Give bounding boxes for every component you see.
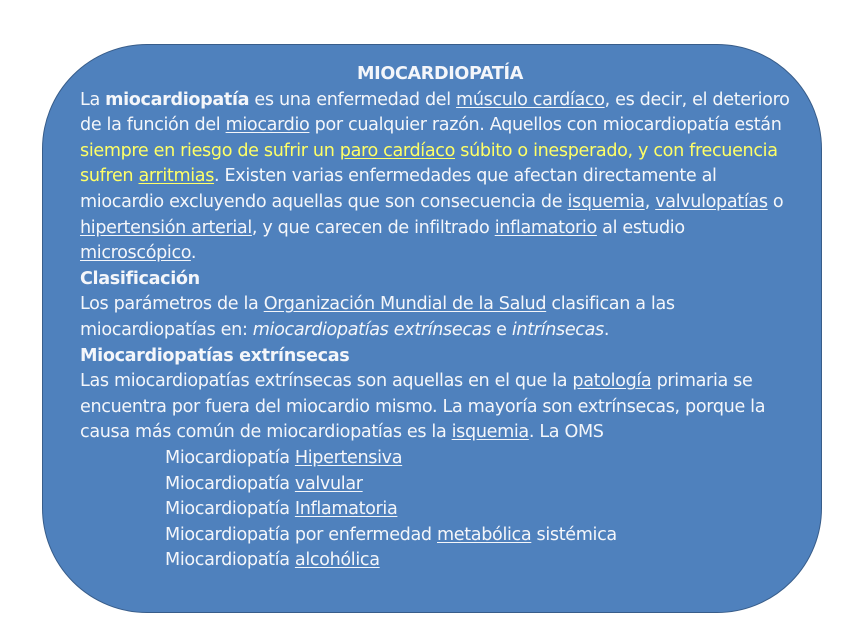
text: al estudio — [596, 217, 685, 238]
text: . La OMS — [528, 422, 604, 443]
link-inflamatoria[interactable]: Inflamatoria — [294, 499, 398, 520]
link-metabolica[interactable]: metabólica — [437, 524, 532, 545]
text: e — [490, 319, 512, 340]
link-alcoholica[interactable]: alcohólica — [294, 550, 380, 571]
link-hipertension-arterial[interactable]: hipertensión arterial — [80, 217, 252, 238]
text: primaria se encuentra por fuera del miocardio mismo. La mayoría son extrínsecas, porque la causa más común de miocardiopatías es la — [80, 371, 766, 443]
link-oms[interactable]: Organización Mundial de la Salud — [263, 294, 547, 315]
link-arritmias[interactable]: arritmias — [138, 166, 215, 187]
text: es una enfermedad del — [249, 89, 457, 110]
text: Miocardiopatía por enfermedad — [165, 524, 437, 545]
italic-term: intrínsecas — [511, 319, 604, 340]
list-item — [80, 497, 800, 523]
link-hipertensiva[interactable]: Hipertensiva — [294, 447, 403, 468]
types-list — [80, 446, 800, 574]
text: Miocardiopatía — [165, 447, 295, 468]
text: sistémica — [531, 524, 617, 545]
intro-paragraph — [80, 88, 800, 267]
link-paro-cardiaco[interactable]: paro cardíaco — [339, 140, 456, 161]
link-miocardio[interactable]: miocardio — [225, 115, 310, 136]
heading-clasificacion: Clasificación — [80, 268, 200, 289]
clasificacion-paragraph — [80, 292, 800, 343]
text: , y que carecen de infiltrado — [251, 217, 495, 238]
link-valvular[interactable]: valvular — [294, 473, 363, 494]
text: o — [767, 191, 784, 212]
link-isquemia[interactable]: isquemia — [567, 191, 645, 212]
link-microscopico[interactable]: microscópico — [80, 243, 191, 264]
list-item — [80, 523, 800, 549]
highlighted-text: súbito o inesperado, y con frecuencia sufren — [80, 140, 778, 187]
text: por cualquier razón. Aquellos con miocardiopatía están — [309, 115, 782, 136]
link-musculo-cardiaco[interactable]: músculo cardíaco — [456, 89, 605, 110]
text: . Existen varias enfermedades que afectan directamente al miocardio excluyendo aquellas que son consecuencia de — [80, 166, 717, 212]
link-isquemia[interactable]: isquemia — [451, 422, 529, 443]
italic-term: miocardiopatías extrínsecas — [252, 319, 491, 340]
page-title: MIOCARDIOPATÍA — [357, 64, 523, 84]
list-item — [80, 472, 800, 498]
bold-term: miocardiopatía — [105, 89, 250, 110]
text: . — [603, 319, 610, 340]
text: , — [644, 191, 656, 212]
text: clasifican a las miocardiopatías en: — [80, 294, 675, 340]
content-text — [80, 62, 800, 574]
text: Los parámetros de la — [80, 294, 264, 315]
text: Las miocardiopatías extrínsecas son aquellas en el que la — [80, 371, 573, 392]
text: . — [190, 243, 197, 264]
list-item — [80, 548, 800, 574]
link-inflamatorio[interactable]: inflamatorio — [494, 217, 597, 238]
text: Miocardiopatía — [165, 499, 295, 520]
link-valvulopatias[interactable]: valvulopatías — [655, 191, 768, 212]
text: La — [80, 89, 106, 110]
extrinsecas-paragraph — [80, 369, 800, 446]
text: Miocardiopatía — [165, 550, 295, 571]
heading-extrinsecas: Miocardiopatías extrínsecas — [80, 345, 350, 366]
text: , es decir, el deterioro de la función del — [80, 89, 790, 136]
text: Miocardiopatía — [165, 473, 295, 494]
list-item — [80, 446, 800, 472]
link-patologia[interactable]: patología — [572, 371, 652, 392]
highlighted-text: siempre en riesgo de sufrir un — [80, 140, 340, 161]
